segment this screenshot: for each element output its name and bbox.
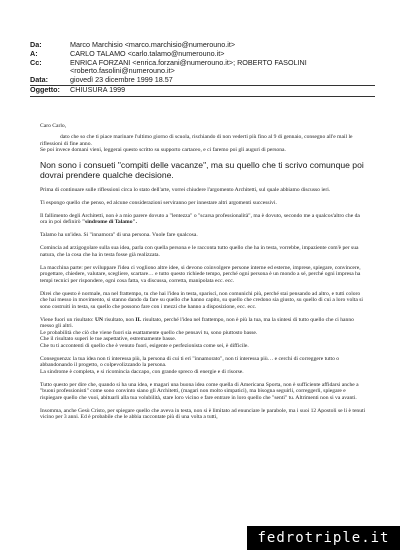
paragraph-7: Comincia ad arzigogolare sulla sua idea, parla con quella persona e le racconta tutto quello che ha in testa, vorrebbe, impaziente com'è per sua natura, che la cosa che ha in testa fosse già realizzata.	[40, 245, 359, 258]
p11-a: Conseguenza: la tua idea non ti interessa più, la persona di cui ti eri "innamorato", non ti interessa più… e cerchi di correggere tutto o abbandonando il progetto, o colpevolizzando la persona.	[40, 355, 340, 368]
p10-h: Che tu ti accontenti di quello che è venuto fuori, esigente e perfezionista come sei, è difficile.	[40, 342, 249, 349]
cc-label: Cc:	[30, 57, 42, 67]
date-value: giovedì 23 dicembre 1999 18.57	[70, 75, 173, 85]
from-label: Da:	[30, 40, 42, 49]
header-subject-row	[30, 86, 375, 97]
paragraph-12: Tutto questo per dire che, quando si ha una idea, e magari una buona idea come quella di Americana Sporta, non è sufficiente affidarsi anche a "buoni professionisti" come sono convinto siano gli Architetti, (magari non molto simpatici), ma bisogna seguirli, correggerli, spiegare e rispiegare quello che vuoi, abituarli alla tua volubilità, stare loro vicino e fare entrare in loro quello che "senti" tu. Altrimenti non si va avanti.	[40, 381, 359, 401]
subject-value: CHIUSURA 1999	[70, 84, 126, 94]
p10-a: Viene fuori un risultato:	[40, 316, 94, 323]
to-value: CARLO TALAMO <carlo.talamo@numerouno.it>	[70, 48, 225, 58]
cc-value: ENRICA FORZANI <enrica.forzani@numerouno.it>; ROBERTO FASOLINI <roberto.fasolini@numerouno.it>	[70, 57, 307, 76]
to-label: A:	[30, 48, 38, 58]
p10-e: risultato, perché l'idea nel frattempo, non è più la tua, ma la sintesi di tutto quello che ci hanno messo gli altri.	[40, 316, 354, 329]
paragraph-1-line-b: Se poi invece domani vieni, leggerai questo scritto su supporto cartaceo, e ci faremo poi gli auguri di persona.	[40, 147, 286, 153]
p10-il: IL	[135, 316, 142, 323]
paragraph-6: Talamo ha un'idea. Si "innamora" di una persona. Vuole fare qualcosa.	[40, 232, 198, 238]
paragraph-4: Ti espongo quello che penso, ed alcune considerazioni serviranno per innestare altri argomenti successivi.	[40, 199, 277, 206]
greeting: Caro Carlo,	[40, 123, 67, 129]
p10-un: UN	[94, 316, 104, 323]
paragraph-5	[40, 213, 368, 226]
paragraph-9: Direi che questo è normale, ma nel frattempo, tu che hai l'idea in testa, spariscì, non comunichi più, perché stai pensando ad altro, e tutti coloro che hai messo in movimento, si stanno dando da fare su quello che hanno capito, su quello che credono sia giusto, su quello di cui a loro volta si sono costruiti in testa, su quello che possono fare con i mezzi che hanno a disposizione, ecc. ecc.	[40, 290, 363, 310]
email-body	[40, 123, 368, 427]
subject-label: Oggetto:	[30, 84, 60, 94]
paragraph-5-text: Il fallimento degli Architetti, non è a mio parere dovuto a "lentezza" o "scarsa professionalità", ma è dovuto, secondo me a qualcos'altro che da ora in poi definirò	[40, 212, 360, 225]
watermark-logo: fedrotriple.it	[247, 526, 400, 550]
header-cc-row	[30, 59, 375, 77]
p10-c: risultato, non	[104, 316, 135, 323]
paragraph-10	[40, 317, 368, 350]
paragraph-1	[40, 134, 368, 154]
paragraph-2-highlight: Non sono i consueti "compiti delle vacanze", ma su quello che ti scrivo comunque poi dovrai prendere qualche decisione.	[40, 160, 364, 180]
paragraph-11	[40, 356, 368, 376]
paragraph-3: Prima di continuare sulle riflessioni circa lo stato dell'arte, vorrei chiudere l'argomento Architetti, sul quale abbiamo discusso ieri.	[40, 186, 331, 193]
date-label: Data:	[30, 75, 48, 85]
paragraph-1-line-a: dato che so che ti piace marinare l'ultimo giorno di scuola, rischiando di non vederti più fino al 9 di gennaio, consegno all'e mail le riflessioni di fine anno.	[40, 134, 353, 147]
paragraph-8: La macchina parte: per sviluppare l'idea ci vogliono altre idee, si devono coinvolgere persone interne ed esterne, imprese, spiegare, convincere, progettare, chiedere, valutare, scegliere, scartare… e tutto questo richiede tempo, perché ogni persona è un mondo a sé, perché ogni impresa ha tempi tecnici per rispondere, ogni cosa fatta, va discussa, corretta, manipolata ecc. ecc.	[40, 264, 361, 284]
p11-b: La sindrome è completa, e si ricomincia daccapo, con grande spreco di energie e di risorse.	[40, 368, 244, 375]
from-value: Marco Marchisio <marco.marchisio@numerouno.it>	[70, 40, 236, 49]
syndrome-term: "sindrome di Talamo".	[81, 219, 138, 225]
email-header	[30, 41, 375, 97]
p10-f: Le probabilità che ciò che viene fuori sia esattamente quello che pensavi tu, sono piuttosto basse.	[40, 329, 258, 336]
paragraph-13: Insomma, anche Gesù Cristo, per spiegare quello che aveva in testa, non si è limitato ad enunciare le parabole, ma i suoi 12 Apostoli se li è tenuti vicino per 3 anni. Ed è probabile che le abbia raccontate più di una volta a tutti,	[40, 407, 366, 420]
p10-g: Che il risultato superi le tue aspettative, estremamente basse.	[40, 336, 177, 342]
